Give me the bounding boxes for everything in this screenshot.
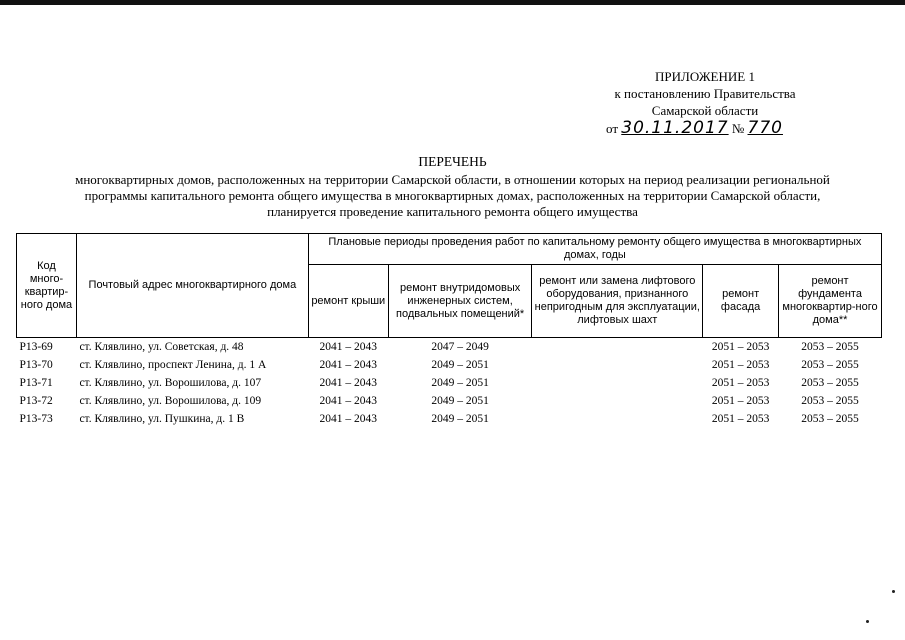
scan-speck: [866, 620, 869, 623]
table-row: [17, 374, 882, 392]
header-address: Почтовый адрес многоквартирного дома: [76, 234, 308, 338]
cell-foundation: 2053 – 2055: [801, 376, 859, 389]
appendix-line-region: Самарской области: [651, 103, 759, 118]
cell-facade: 2051 – 2053: [703, 338, 779, 357]
appendix-title: ПРИЛОЖЕНИЕ 1: [655, 69, 755, 84]
cell-facade: 2051 – 2053: [711, 412, 770, 425]
cell-code: Р13-71: [19, 376, 53, 389]
table-row: [17, 410, 882, 428]
title-line-3: планируется проведение капитального ремонта общего имущества: [267, 204, 638, 219]
title-caption: ПЕРЕЧЕНЬ: [418, 154, 487, 169]
table-row: [17, 392, 882, 410]
decree-number: 770: [747, 118, 783, 138]
cell-elevator: [532, 392, 703, 410]
scan-top-border: [0, 0, 905, 5]
cell-facade: 2051 – 2053: [711, 358, 770, 371]
table-row: [17, 356, 882, 374]
cell-elevator: [532, 374, 703, 392]
header-facade: ремонт фасада: [703, 265, 779, 338]
header-roof: ремонт крыши: [308, 265, 388, 338]
cell-foundation: 2053 – 2055: [801, 358, 859, 371]
cell-address: ст. Клявлино, ул. Ворошилова, д. 107: [79, 376, 262, 389]
cell-systems: 2049 – 2051: [431, 412, 489, 425]
cell-code: Р13-69: [17, 338, 77, 357]
cell-elevator: [532, 410, 703, 428]
cell-address: ст. Клявлино, ул. Ворошилова, д. 109: [79, 394, 262, 407]
cell-foundation: 2053 – 2055: [801, 412, 859, 425]
cell-foundation: 2053 – 2055: [801, 394, 859, 407]
cell-facade: 2051 – 2053: [711, 394, 770, 407]
cell-facade: 2051 – 2053: [711, 376, 770, 389]
cell-code: Р13-72: [19, 394, 53, 407]
header-elevator: ремонт или замена лифтового оборудования, признанного непригодным для эксплуатации, лифтовых шахт: [532, 265, 703, 338]
document-title: [0, 154, 905, 220]
header-periods-group: Плановые периоды проведения работ по капитальному ремонту общего имущества в многоквартирных домах, годы: [308, 234, 881, 265]
cell-roof: 2041 – 2043: [319, 412, 377, 425]
header-code: Код много-квартир-ного дома: [17, 234, 77, 338]
appendix-block: [560, 68, 850, 119]
cell-roof: 2041 – 2043: [319, 394, 377, 407]
scan-speck: [892, 590, 895, 593]
decree-date-number: [606, 118, 783, 138]
cell-address: ст. Клявлино, проспект Ленина, д. 1 А: [79, 358, 267, 371]
cell-elevator: [532, 338, 703, 357]
cell-roof: 2041 – 2043: [319, 358, 377, 371]
cell-systems: 2049 – 2051: [431, 376, 489, 389]
table-row: [17, 338, 882, 357]
decree-date: 30.11.2017: [621, 118, 729, 138]
repair-schedule-table: [16, 233, 882, 428]
cell-code: Р13-70: [19, 358, 53, 371]
header-systems: ремонт внутридомовых инженерных систем, подвальных помещений*: [388, 265, 532, 338]
date-prefix: от: [606, 121, 619, 136]
cell-elevator: [532, 356, 703, 374]
cell-roof: 2041 – 2043: [319, 376, 377, 389]
cell-address: ст. Клявлино, ул. Пушкина, д. 1 В: [79, 412, 245, 425]
cell-systems: 2047 – 2049: [388, 338, 532, 357]
cell-systems: 2049 – 2051: [431, 394, 489, 407]
title-line-2: программы капитального ремонта общего имущества в многоквартирных домах, расположенных на территории Самарской области,: [84, 188, 821, 203]
cell-systems: 2049 – 2051: [431, 358, 489, 371]
cell-roof: 2041 – 2043: [308, 338, 388, 357]
number-sign: №: [731, 121, 745, 136]
appendix-line-decree: к постановлению Правительства: [614, 86, 796, 101]
cell-address: ст. Клявлино, ул. Советская, д. 48: [76, 338, 308, 357]
header-foundation: ремонт фундамента многоквартир-ного дома**: [779, 265, 882, 338]
cell-foundation: 2053 – 2055: [779, 338, 882, 357]
title-line-1: многоквартирных домов, расположенных на территории Самарской области, в отношении которых на период реализации региональной: [75, 172, 830, 187]
cell-code: Р13-73: [19, 412, 53, 425]
